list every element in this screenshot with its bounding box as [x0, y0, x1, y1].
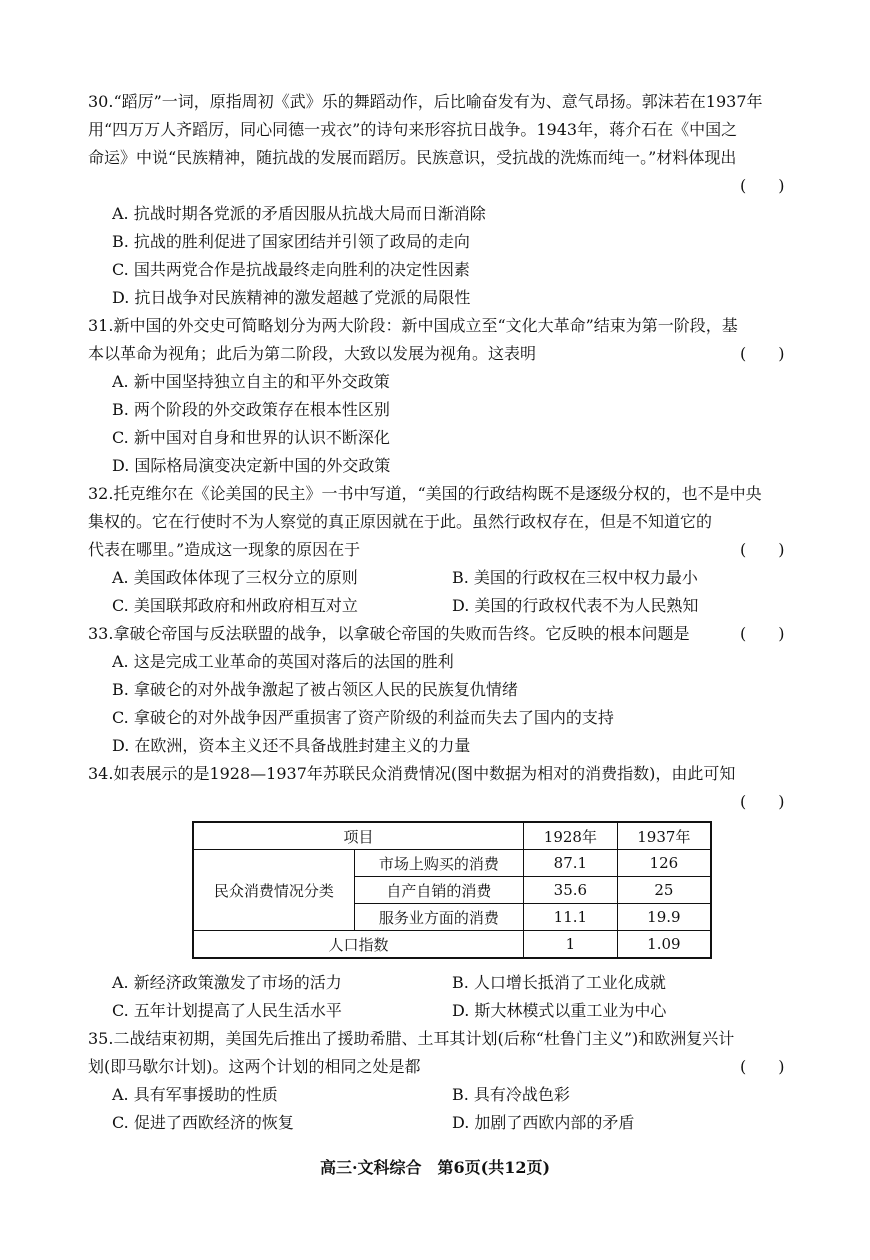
q34-option-a: A. 新经济政策激发了市场的活力 — [112, 973, 342, 992]
q34-option-c: C. 五年计划提高了人民生活水平 — [112, 1001, 342, 1020]
q30-answer-bracket: ( ) — [740, 176, 785, 195]
q30-option-d: D. 抗日战争对民族精神的激发超越了党派的局限性 — [112, 288, 471, 307]
q32-answer-bracket: ( ) — [740, 540, 785, 559]
table-cell: 1 — [524, 931, 618, 959]
q31-stem-line: 本以革命为视角；此后为第二阶段，大致以发展为视角。这表明 — [88, 344, 537, 363]
table-row-label: 人口指数 — [193, 931, 524, 959]
q33-option-b: B. 拿破仑的对外战争激起了被占领区人民的民族复仇情绪 — [112, 680, 518, 699]
q32-option-d: D. 美国的行政权代表不为人民熟知 — [452, 596, 699, 615]
q35-option-c: C. 促进了西欧经济的恢复 — [112, 1113, 294, 1132]
q32-option-c: C. 美国联邦政府和州政府相互对立 — [112, 596, 358, 615]
q31-option-a: A. 新中国坚持独立自主的和平外交政策 — [112, 372, 390, 391]
q32-option-a: A. 美国政体体现了三权分立的原则 — [112, 568, 358, 587]
q31-option-d: D. 国际格局演变决定新中国的外交政策 — [112, 456, 391, 475]
q33-answer-bracket: ( ) — [740, 624, 785, 643]
q33-option-d: D. 在欧洲，资本主义还不具备战胜封建主义的力量 — [112, 736, 471, 755]
table-row-label: 自产自销的消费 — [354, 877, 523, 904]
q35-stem-line: 划(即马歇尔计划)。这两个计划的相同之处是都 — [88, 1057, 421, 1076]
q34-answer-bracket: ( ) — [740, 792, 785, 811]
q32-option-b: B. 美国的行政权在三权中权力最小 — [452, 568, 698, 587]
table-cell: 25 — [617, 877, 711, 904]
table-group-label: 民众消费情况分类 — [193, 850, 354, 931]
q32-stem-line: 代表在哪里。”造成这一现象的原因在于 — [88, 540, 361, 559]
q30-stem-line: 用“四万万人齐蹈厉，同心同德一戎衣”的诗句来形容抗日战争。1943年，蒋介石在《中国之 — [88, 120, 738, 139]
q33-option-a: A. 这是完成工业革命的英国对落后的法国的胜利 — [112, 652, 454, 671]
q30-stem-line: 命运》中说“民族精神，随抗战的发展而蹈厉。民族意识，受抗战的洗炼而纯一。”材料体现出 — [88, 148, 737, 167]
q35-option-a: A. 具有军事援助的性质 — [112, 1085, 278, 1104]
table-cell: 35.6 — [524, 877, 618, 904]
q31-stem-line: 31.新中国的外交史可简略划分为两大阶段：新中国成立至“文化大革命”结束为第一阶段，基 — [88, 316, 738, 335]
table-cell: 11.1 — [524, 904, 618, 931]
table-cell: 19.9 — [617, 904, 711, 931]
q30-stem-line: 30.“蹈厉”一词，原指周初《武》乐的舞蹈动作，后比喻奋发有为、意气昂扬。郭沫若在1937年 — [88, 92, 763, 111]
q32-stem-line: 32.托克维尔在《论美国的民主》一书中写道，“美国的行政结构既不是逐级分权的，也不是中央 — [88, 484, 762, 503]
q31-answer-bracket: ( ) — [740, 344, 785, 363]
q34-option-d: D. 斯大林模式以重工业为中心 — [452, 1001, 667, 1020]
q31-option-b: B. 两个阶段的外交政策存在根本性区别 — [112, 400, 390, 419]
q34-option-b: B. 人口增长抵消了工业化成就 — [452, 973, 666, 992]
q35-option-d: D. 加剧了西欧内部的矛盾 — [452, 1113, 635, 1132]
q35-option-b: B. 具有冷战色彩 — [452, 1085, 570, 1104]
table-header-row — [193, 822, 711, 850]
q30-option-b: B. 抗战的胜利促进了国家团结并引领了政局的走向 — [112, 232, 470, 251]
table-row — [193, 931, 711, 959]
table-cell: 87.1 — [524, 850, 618, 877]
table-row — [193, 850, 711, 877]
q30-option-c: C. 国共两党合作是抗战最终走向胜利的决定性因素 — [112, 260, 470, 279]
q35-stem-line: 35.二战结束初期，美国先后推出了援助希腊、土耳其计划(后称“杜鲁门主义”)和欧洲复兴计 — [88, 1029, 735, 1048]
q33-stem-line: 33.拿破仑帝国与反法联盟的战争，以拿破仑帝国的失败而告终。它反映的根本问题是 — [88, 624, 690, 643]
table-cell: 126 — [617, 850, 711, 877]
page-footer: 高三·文科综合 第6页(共12页) — [319, 1158, 551, 1177]
q32-stem-line: 集权的。它在行使时不为人察觉的真正原因就在于此。虽然行政权存在，但是不知道它的 — [88, 512, 713, 531]
q33-option-c: C. 拿破仑的对外战争因严重损害了资产阶级的利益而失去了国内的支持 — [112, 708, 614, 727]
q35-answer-bracket: ( ) — [740, 1057, 785, 1076]
q34-stem-line: 34.如表展示的是1928—1937年苏联民众消费情况(图中数据为相对的消费指数)，由此可知 — [88, 764, 736, 783]
consumption-table — [192, 821, 712, 959]
table-row-label: 服务业方面的消费 — [354, 904, 523, 931]
table-cell: 1.09 — [617, 931, 711, 959]
q30-option-a: A. 抗战时期各党派的矛盾因服从抗战大局而日渐消除 — [112, 204, 486, 223]
table-header-1928: 1928年 — [524, 822, 618, 850]
table-row-label: 市场上购买的消费 — [354, 850, 523, 877]
table-header-1937: 1937年 — [617, 822, 711, 850]
table-header-item: 项目 — [193, 822, 524, 850]
q31-option-c: C. 新中国对自身和世界的认识不断深化 — [112, 428, 390, 447]
